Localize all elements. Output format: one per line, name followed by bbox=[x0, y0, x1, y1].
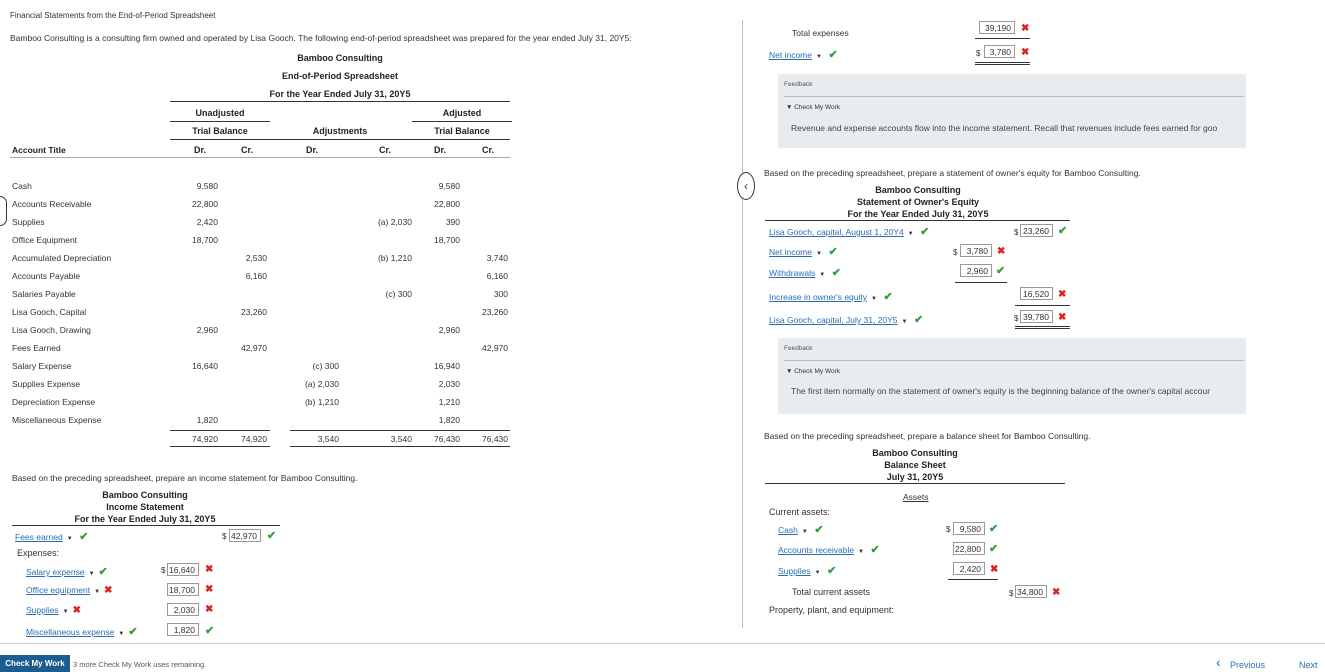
account-title-cell: Miscellaneous Expense bbox=[12, 415, 102, 425]
withdrawals-select[interactable] bbox=[769, 266, 841, 279]
header-dr-atb: Dr. bbox=[433, 145, 446, 155]
check-icon: ✔ bbox=[1058, 225, 1068, 237]
cross-icon: ✖ bbox=[1058, 289, 1067, 300]
dropdown-caret-icon: ▼ bbox=[901, 319, 908, 325]
amount-cell-tdr: 390 bbox=[445, 217, 460, 227]
next-button[interactable]: Next bbox=[1299, 660, 1318, 670]
dropdown-caret-icon: ▼ bbox=[118, 631, 125, 637]
check-icon: ✔ bbox=[828, 246, 838, 258]
equity-period: For the Year Ended July 31, 20Y5 bbox=[847, 209, 989, 219]
dropdown-caret-icon: ▼ bbox=[62, 609, 69, 615]
cross-icon: ✖ bbox=[205, 584, 214, 595]
header-adjustments: Adjustments bbox=[312, 126, 368, 136]
total-current-assets-input[interactable]: 34,800 bbox=[1015, 585, 1047, 598]
header-cr-unadj: Cr. bbox=[240, 145, 253, 155]
check-my-work-button[interactable]: Check My Work bbox=[0, 655, 70, 672]
ppe-label: Property, plant, and equipment: bbox=[769, 605, 894, 615]
amount-cell-tdr: 2,960 bbox=[438, 325, 460, 335]
feedback-panel-equity bbox=[778, 338, 1246, 414]
total-expenses-label: Total expenses bbox=[792, 28, 849, 38]
cross-icon: ✖ bbox=[1052, 587, 1061, 598]
amount-cell-udr: 16,640 bbox=[192, 361, 218, 371]
capital-end-label: Lisa Gooch, capital, July 31, 20Y5 bbox=[769, 315, 898, 325]
dropdown-caret-icon: ▼ bbox=[816, 251, 822, 257]
amount-cell-adr: (b) 1,210 bbox=[304, 397, 339, 407]
check-icon: ✔ bbox=[827, 565, 837, 577]
capital-begin-input[interactable]: 23,260 bbox=[1020, 224, 1053, 237]
account-title-cell: Accounts Receivable bbox=[12, 199, 92, 209]
amount-cell-udr: 2,420 bbox=[196, 217, 218, 227]
account-title-cell: Office Equipment bbox=[12, 235, 78, 245]
account-title-cell: Accumulated Depreciation bbox=[12, 253, 112, 263]
expense-amount-input[interactable]: 1,820 bbox=[167, 623, 199, 636]
cross-icon: ✖ bbox=[72, 605, 81, 616]
total-cell-tdr: 76,430 bbox=[434, 434, 460, 444]
amount-cell-tdr: 9,580 bbox=[438, 181, 460, 191]
cross-icon: ✖ bbox=[104, 585, 113, 596]
dropdown-caret-icon: ▼ bbox=[66, 536, 73, 542]
check-icon: ✔ bbox=[920, 226, 930, 238]
dropdown-caret-icon: ▼ bbox=[858, 549, 865, 555]
header-cr-adj: Cr. bbox=[378, 145, 391, 155]
equity-net-income-select[interactable] bbox=[769, 245, 838, 258]
amount-cell-tcr: 42,970 bbox=[482, 343, 508, 353]
check-icon: ✔ bbox=[79, 531, 89, 543]
expense-select[interactable] bbox=[26, 605, 81, 616]
current-assets-label: Current assets: bbox=[769, 507, 831, 517]
spreadsheet-title: End-of-Period Spreadsheet bbox=[281, 71, 398, 81]
dollar-sign: $ bbox=[222, 532, 227, 541]
accounts-receivable-input[interactable]: 22,800 bbox=[953, 542, 985, 555]
spreadsheet-company: Bamboo Consulting bbox=[297, 53, 383, 63]
withdrawals-label: Withdrawals bbox=[769, 268, 816, 278]
check-icon: ✔ bbox=[996, 265, 1006, 277]
check-icon: ✔ bbox=[98, 566, 108, 578]
dropdown-caret-icon: ▼ bbox=[819, 272, 826, 278]
amount-cell-tdr: 2,030 bbox=[438, 379, 460, 389]
cash-label: Cash bbox=[778, 525, 798, 535]
expense-label: Supplies bbox=[26, 605, 59, 615]
capital-end-input[interactable]: 39,780 bbox=[1020, 310, 1053, 323]
equity-company: Bamboo Consulting bbox=[875, 185, 961, 195]
check-icon: ✔ bbox=[828, 49, 838, 61]
check-icon: ✔ bbox=[205, 625, 215, 637]
net-income-input[interactable]: 3,780 bbox=[984, 45, 1015, 58]
cross-icon: ✖ bbox=[997, 246, 1006, 257]
net-income-label: Net income bbox=[769, 50, 812, 60]
amount-cell-acr: (a) 2,030 bbox=[377, 217, 412, 227]
total-cell-ucr: 74,920 bbox=[241, 434, 267, 444]
expense-amount-input[interactable]: 16,640 bbox=[167, 563, 199, 576]
check-my-work-toggle[interactable]: ▼ Check My Work bbox=[786, 368, 840, 375]
account-title-cell: Salaries Payable bbox=[12, 289, 76, 299]
feedback-title: Feedback bbox=[784, 345, 813, 352]
header-trial-balance-unadj: Trial Balance bbox=[192, 126, 248, 136]
increase-equity-select[interactable] bbox=[769, 290, 893, 303]
total-expenses-input[interactable]: 39,190 bbox=[979, 21, 1015, 34]
cross-icon: ✖ bbox=[1021, 47, 1030, 58]
amount-cell-ucr: 2,530 bbox=[245, 253, 267, 263]
increase-equity-label: Increase in owner's equity bbox=[769, 292, 868, 302]
account-title-cell: Cash bbox=[12, 181, 32, 191]
expense-amount-input[interactable]: 18,700 bbox=[167, 583, 199, 596]
expense-amount-input[interactable]: 2,030 bbox=[167, 603, 199, 616]
account-title-cell: Supplies bbox=[12, 217, 45, 227]
equity-net-income-label: Net income bbox=[769, 247, 812, 257]
check-icon: ✔ bbox=[831, 267, 841, 279]
income-prompt: Based on the preceding spreadsheet, prepare an income statement for Bamboo Consulting. bbox=[12, 473, 358, 483]
cash-input[interactable]: 9,580 bbox=[953, 522, 985, 535]
amount-cell-udr: 22,800 bbox=[192, 199, 218, 209]
account-title-cell: Supplies Expense bbox=[12, 379, 81, 389]
amount-cell-acr: (c) 300 bbox=[385, 289, 412, 299]
header-dr-adj: Dr. bbox=[305, 145, 318, 155]
dropdown-caret-icon: ▼ bbox=[801, 529, 808, 535]
dollar-sign: $ bbox=[1009, 589, 1014, 598]
amount-cell-ucr: 42,970 bbox=[241, 343, 267, 353]
account-title-cell: Depreciation Expense bbox=[12, 397, 96, 407]
dropdown-caret-icon: ▼ bbox=[88, 571, 95, 577]
cross-icon: ✖ bbox=[1021, 23, 1030, 34]
cross-icon: ✖ bbox=[990, 564, 999, 575]
balance-title: Balance Sheet bbox=[884, 460, 946, 470]
feedback-panel-income bbox=[778, 74, 1246, 148]
dollar-sign: $ bbox=[953, 248, 958, 257]
income-period: For the Year Ended July 31, 20Y5 bbox=[74, 514, 216, 524]
check-icon: ✔ bbox=[870, 544, 880, 556]
amount-cell-tdr: 1,820 bbox=[438, 415, 460, 425]
expense-label: Salary expense bbox=[26, 567, 85, 577]
check-icon: ✔ bbox=[128, 626, 138, 638]
amount-cell-acr: (b) 1,210 bbox=[377, 253, 412, 263]
previous-button[interactable]: Previous bbox=[1230, 660, 1266, 670]
assets-heading: Assets bbox=[903, 492, 929, 502]
check-my-work-toggle[interactable]: ▼ Check My Work bbox=[786, 104, 840, 111]
collapse-handle[interactable] bbox=[0, 196, 7, 226]
dropdown-caret-icon: ▼ bbox=[816, 54, 822, 60]
footer-divider bbox=[0, 643, 1325, 644]
amount-cell-tdr: 18,700 bbox=[434, 235, 460, 245]
check-icon: ✔ bbox=[914, 314, 924, 326]
dollar-sign: $ bbox=[1014, 314, 1019, 323]
check-icon: ✔ bbox=[814, 524, 824, 536]
total-cell-tcr: 76,430 bbox=[482, 434, 508, 444]
header-dr-unadj: Dr. bbox=[193, 145, 206, 155]
header-trial-balance-adj: Trial Balance bbox=[434, 126, 490, 136]
equity-title: Statement of Owner's Equity bbox=[856, 197, 980, 207]
cross-icon: ✖ bbox=[1058, 312, 1067, 323]
amount-cell-tdr: 22,800 bbox=[434, 199, 460, 209]
dollar-sign: $ bbox=[976, 49, 981, 58]
dropdown-caret-icon: ▼ bbox=[94, 589, 101, 595]
supplies-input[interactable]: 2,420 bbox=[953, 562, 985, 575]
equity-net-income-input[interactable]: 3,780 bbox=[960, 244, 992, 257]
expense-label: Office equipment bbox=[26, 585, 91, 595]
balance-prompt: Based on the preceding spreadsheet, prepare a balance sheet for Bamboo Consulting. bbox=[764, 431, 1091, 441]
collapse-left-icon[interactable]: ‹ bbox=[737, 172, 755, 200]
expense-select[interactable] bbox=[26, 585, 112, 596]
dropdown-caret-icon: ▼ bbox=[907, 231, 914, 237]
check-icon: ✔ bbox=[989, 543, 999, 555]
amount-cell-adr: (a) 2,030 bbox=[304, 379, 339, 389]
net-income-select[interactable] bbox=[769, 48, 838, 61]
dropdown-caret-icon: ▼ bbox=[814, 570, 821, 576]
amount-cell-adr: (c) 300 bbox=[312, 361, 339, 371]
amount-cell-tcr: 3,740 bbox=[486, 253, 508, 263]
amount-cell-tdr: 1,210 bbox=[438, 397, 460, 407]
fees-earned-select[interactable] bbox=[15, 530, 88, 543]
supplies-select[interactable] bbox=[778, 564, 836, 577]
expense-label: Miscellaneous expense bbox=[26, 627, 115, 637]
amount-cell-udr: 18,700 bbox=[192, 235, 218, 245]
dollar-sign: $ bbox=[161, 566, 166, 575]
withdrawals-input[interactable]: 2,960 bbox=[960, 264, 992, 277]
check-icon: ✔ bbox=[883, 291, 893, 303]
header-unadjusted: Unadjusted bbox=[195, 108, 245, 118]
header-cr-atb: Cr. bbox=[481, 145, 494, 155]
dollar-sign: $ bbox=[1014, 228, 1019, 237]
spreadsheet-period: For the Year Ended July 31, 20Y5 bbox=[269, 89, 411, 99]
feedback-text: The first item normally on the statement of owner's equity is the beginning balance of the owner's capital accour bbox=[791, 386, 1211, 396]
check-icon: ✔ bbox=[267, 530, 277, 542]
amount-cell-tcr: 6,160 bbox=[486, 271, 508, 281]
total-cell-udr: 74,920 bbox=[192, 434, 218, 444]
accounts-receivable-label: Accounts receivable bbox=[778, 545, 855, 555]
fees-earned-label: Fees earned bbox=[15, 532, 63, 542]
cross-icon: ✖ bbox=[205, 564, 214, 575]
capital-end-select[interactable] bbox=[769, 313, 923, 326]
account-title-cell: Fees Earned bbox=[12, 343, 61, 353]
expenses-label: Expenses: bbox=[17, 548, 60, 558]
amount-cell-ucr: 6,160 bbox=[245, 271, 267, 281]
intro-text: Bamboo Consulting is a consulting firm owned and operated by Lisa Gooch. The following end-of-period spreadsheet was prepared for the year ended July 31, 20Y5: bbox=[10, 33, 632, 43]
account-title-cell: Lisa Gooch, Drawing bbox=[12, 325, 91, 335]
capital-begin-label: Lisa Gooch, capital, August 1, 20Y4 bbox=[769, 227, 904, 237]
amount-cell-tcr: 23,260 bbox=[482, 307, 508, 317]
remaining-uses-text: 3 more Check My Work uses remaining. bbox=[73, 660, 207, 669]
page-title: Financial Statements from the End-of-Period Spreadsheet bbox=[10, 11, 216, 20]
total-cell-adr: 3,540 bbox=[317, 434, 339, 444]
check-icon: ✔ bbox=[989, 523, 999, 535]
amount-cell-ucr: 23,260 bbox=[241, 307, 267, 317]
supplies-label: Supplies bbox=[778, 566, 811, 576]
header-adjusted: Adjusted bbox=[442, 108, 482, 118]
expense-select[interactable] bbox=[26, 565, 108, 578]
header-account-title: Account Title bbox=[12, 145, 66, 155]
amount-cell-udr: 1,820 bbox=[196, 415, 218, 425]
increase-equity-input[interactable]: 16,520 bbox=[1020, 287, 1053, 300]
account-title-cell: Accounts Payable bbox=[12, 271, 81, 281]
feedback-title: Feedback bbox=[784, 81, 813, 88]
cash-select[interactable] bbox=[778, 523, 824, 536]
amount-cell-tcr: 300 bbox=[493, 289, 508, 299]
balance-company: Bamboo Consulting bbox=[872, 448, 958, 458]
cross-icon: ✖ bbox=[205, 604, 214, 615]
income-title: Income Statement bbox=[106, 502, 184, 512]
equity-prompt: Based on the preceding spreadsheet, prepare a statement of owner's equity for Bamboo Consulting. bbox=[764, 168, 1141, 178]
income-company: Bamboo Consulting bbox=[102, 490, 188, 500]
feedback-text: Revenue and expense accounts flow into the income statement. Recall that revenues include fees earned for goo bbox=[791, 123, 1218, 133]
dollar-sign: $ bbox=[946, 525, 951, 534]
dropdown-caret-icon: ▼ bbox=[871, 296, 877, 302]
expense-select[interactable] bbox=[26, 625, 138, 638]
capital-begin-select[interactable] bbox=[769, 225, 929, 238]
balance-date: July 31, 20Y5 bbox=[886, 472, 944, 482]
amount-cell-udr: 9,580 bbox=[196, 181, 218, 191]
account-title-cell: Lisa Gooch, Capital bbox=[12, 307, 87, 317]
account-title-cell: Salary Expense bbox=[12, 361, 72, 371]
total-current-assets-label: Total current assets bbox=[792, 587, 871, 597]
previous-arrow-icon[interactable]: ‹ bbox=[1216, 654, 1221, 670]
amount-cell-udr: 2,960 bbox=[196, 325, 218, 335]
total-cell-acr: 3,540 bbox=[390, 434, 412, 444]
fees-earned-input[interactable]: 42,970 bbox=[229, 529, 261, 542]
accounts-receivable-select[interactable] bbox=[778, 543, 880, 556]
amount-cell-tdr: 16,940 bbox=[434, 361, 460, 371]
